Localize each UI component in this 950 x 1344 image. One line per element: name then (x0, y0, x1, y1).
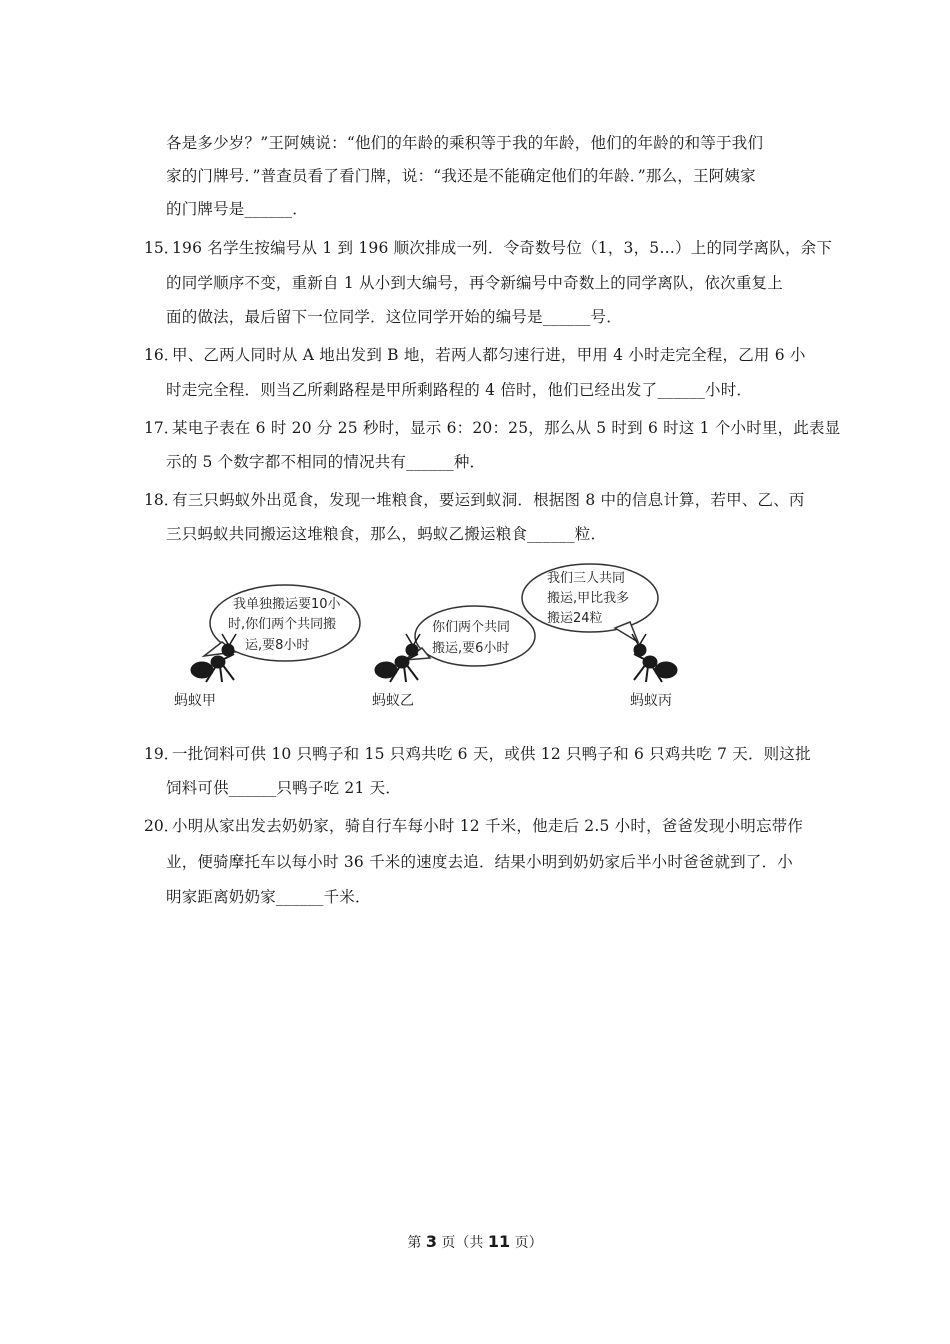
question-18-number: 18． (144, 491, 180, 509)
question-19-line-1: 一批饲料可供 10 只鸭子和 15 只鸡共吃 6 天，或供 12 只鸭子和 6 只鸡共吃 7 天．则这批 (172, 745, 811, 763)
question-15-line-3: 面的做法，最后留下一位同学．这位同学开始的编号是______号． (166, 308, 622, 326)
question-14-line-1: 各是多少岁？”王阿姨说：“他们的年龄的乘积等于我的年龄，他们的年龄的和等于我们 (166, 134, 764, 152)
footer-page-number: 3 (425, 1232, 437, 1251)
speech-ant-b-line-2: 搬运,要6小时 (432, 641, 510, 656)
question-19-number: 19． (144, 745, 180, 763)
speech-ant-a-line-3: 运,要8小时 (245, 638, 310, 653)
question-16-line-1: 甲、乙两人同时从 A 地出发到 B 地，若两人都匀速行进，甲用 4 小时走完全程，乙用 6 小 (172, 346, 806, 364)
ant-a-label: 蚂蚁甲 (174, 693, 216, 709)
page-footer (0, 1232, 950, 1252)
speech-ant-c-line-2: 搬运,甲比我多 (547, 591, 630, 606)
question-18-line-2: 三只蚂蚁共同搬运这堆粮食，那么，蚂蚁乙搬运粮食______粒． (166, 525, 607, 543)
question-20-line-3: 明家距离奶奶家______千米． (166, 888, 371, 906)
footer-suffix: 页） (510, 1235, 543, 1251)
question-20-line-2: 业，便骑摩托车以每小时 36 千米的速度去追．结果小明到奶奶家后半小时爸爸就到了．小 (166, 853, 793, 871)
question-16-line-2: 时走完全程．则当乙所剩路程是甲所剩路程的 4 倍时，他们已经出发了______小时． (166, 381, 753, 399)
footer-total-pages: 11 (487, 1232, 511, 1251)
ant-b-label: 蚂蚁乙 (372, 693, 414, 709)
question-17-line-1: 某电子表在 6 时 20 分 25 秒时，显示 6：20：25，那么从 5 时到 6 时这 1 个小时里，此表显 (172, 419, 841, 437)
question-15-line-1: 196 名学生按编号从 1 到 196 顺次排成一列．令奇数号位（1，3，5…）上的同学离队，余下 (172, 239, 833, 257)
speech-ant-c-line-3: 搬运24粒 (547, 611, 603, 626)
question-15-line-2: 的同学顺序不变，重新自 1 从小到大编号，再令新编号中奇数上的同学离队，依次重复上 (166, 274, 783, 292)
footer-prefix: 第 (407, 1235, 426, 1251)
ant-c-label: 蚂蚁丙 (630, 693, 672, 709)
speech-ant-a-line-1: 我单独搬运要10小 (233, 597, 341, 612)
speech-ant-a-line-2: 时,你们两个共同搬 (228, 617, 337, 632)
ant-c-icon (632, 634, 677, 682)
speech-ant-b-line-1: 你们两个共同 (432, 620, 511, 635)
question-14-line-2: 家的门牌号．”普查员看了看门牌，说：“我还是不能确定他们的年龄．”那么，王阿姨家 (166, 167, 756, 185)
question-20-number: 20． (144, 817, 180, 835)
speech-bubble-ant-c (522, 564, 658, 642)
question-16-number: 16． (144, 346, 180, 364)
question-19-line-2: 饲料可供______只鸭子吃 21 天． (166, 779, 402, 797)
question-18-line-1: 有三只蚂蚁外出觅食，发现一堆粮食，要运到蚁洞．根据图 8 中的信息计算，若甲、乙、丙 (172, 491, 805, 509)
question-20-line-1: 小明从家出发去奶奶家，骑自行车每小时 12 千米，他走后 2.5 小时，爸爸发现小明忘带作 (172, 817, 804, 835)
ant-figure-svg (160, 560, 720, 720)
question-15-number: 15． (144, 239, 180, 257)
question-14-line-3: 的门牌号是______． (166, 200, 308, 218)
question-17-number: 17． (144, 419, 180, 437)
question-17-line-2: 示的 5 个数字都不相同的情况共有______种． (166, 453, 486, 471)
speech-ant-c-line-1: 我们三人共同 (547, 571, 626, 586)
ant-figure (160, 560, 720, 720)
speech-bubble-ant-b (404, 606, 535, 666)
footer-middle: 页（共 (436, 1235, 488, 1251)
